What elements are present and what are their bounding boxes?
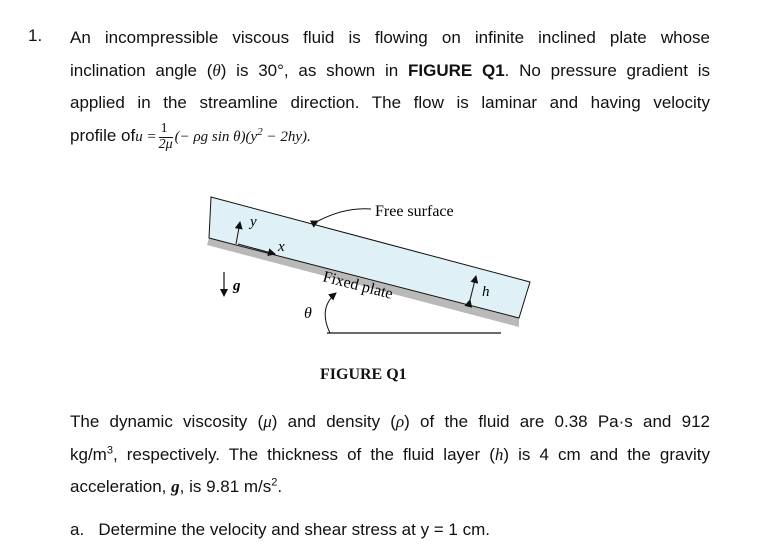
y-label: y (250, 214, 257, 230)
figure-reference: FIGURE Q1 (408, 60, 505, 80)
question-number: 1. (28, 26, 43, 45)
free-surface-label: Free surface (375, 203, 454, 220)
part-a-label: a. (70, 520, 85, 539)
given-line-2: $kg/m^3$, respectively. The thickness of the fluid layer (h) is 4 cm and the gravity (70, 443, 710, 464)
part-a-text: Determine the velocity and shear stress at y = 1 cm. (98, 520, 490, 539)
g-label: g (233, 278, 241, 294)
figure-caption: FIGURE Q1 (320, 366, 407, 383)
h-label: h (482, 284, 490, 300)
x-label: x (278, 239, 285, 255)
theta-arc (325, 293, 336, 333)
given-line-1: The dynamic viscosity (μ) and density (ρ) of the fluid are 0.38 Pa·s and 912 (70, 412, 710, 431)
velocity-formula: u = $\frac{1}{2\mu}$ (− ρg $\sin \theta)(y^2 - 2hy)$. (135, 120, 311, 152)
given-line-3: acceleration, g, is 9.81 $m/s^2$. (70, 476, 283, 496)
question-line-3: applied in the streamline direction. The flow is laminar and having velocity (70, 93, 710, 112)
free-surface-leader (318, 209, 371, 221)
part-a (70, 520, 490, 540)
question-line-1: An incompressible viscous fluid is flowing on infinite inclined plate whose (70, 28, 710, 47)
velocity-profile-line: profile ofu = $\frac{1}{2\mu}$ (− ρg $\sin \theta)(y^2 - 2hy)$. (70, 120, 311, 152)
given-values-text (70, 406, 710, 504)
theta-label: θ (304, 305, 312, 322)
fixed-plate-label: Fixed plate (320, 268, 395, 303)
question-line-2: inclination angle (θ) is 30°, as shown in FIGURE Q1. No pressure gradient is (70, 60, 711, 80)
